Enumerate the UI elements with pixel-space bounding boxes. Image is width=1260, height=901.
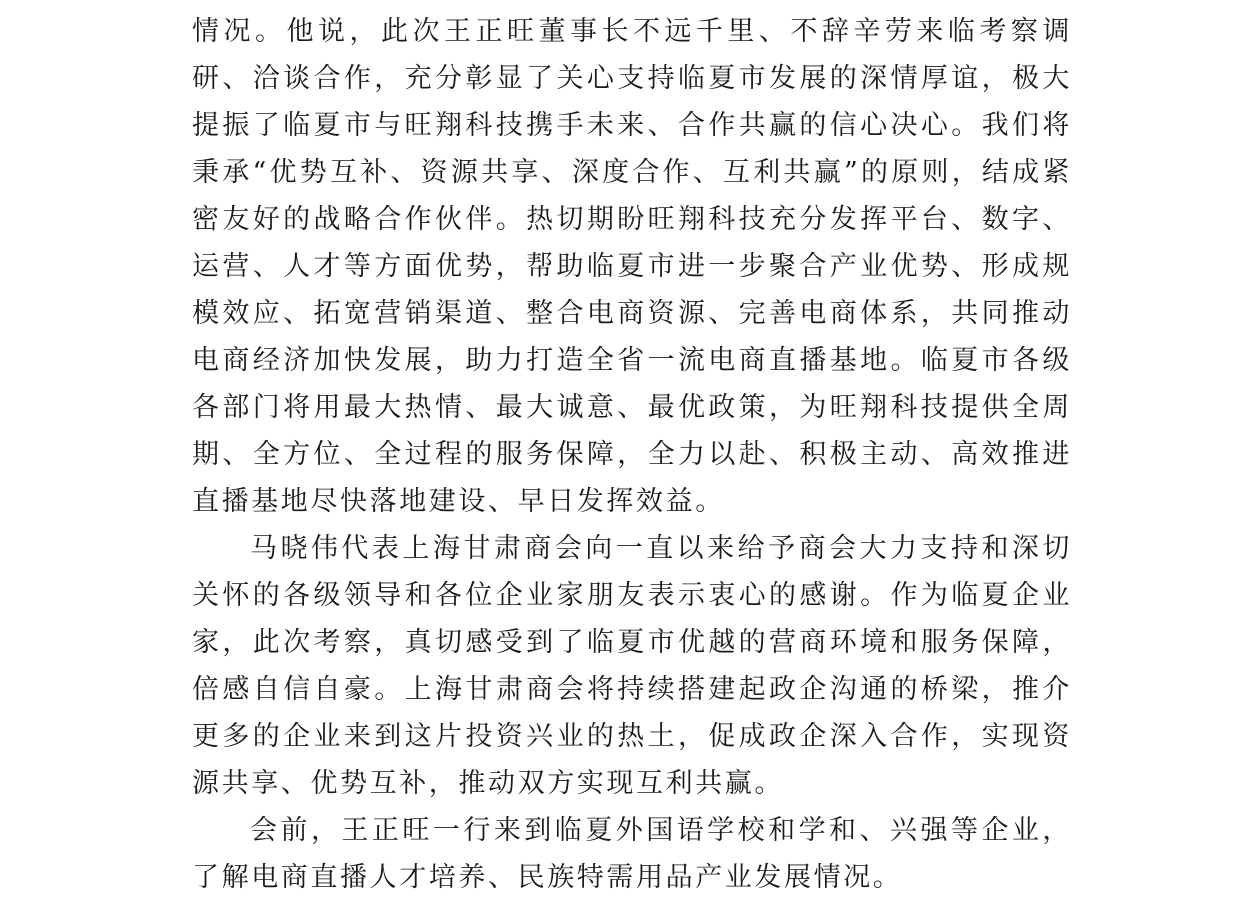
paragraph-ma-xiaowei: 马晓伟代表上海甘肃商会向一直以来给予商会大力支持和深切关怀的各级领导和各位企业家朋友表示衷心的感谢。作为临夏企业家，此次考察，真切感受到了临夏市优越的营商环境和服务保障，倍感自信自豪。上海甘肃商会将持续搭建起政企沟通的桥梁，推介更多的企业来到这片投资兴业的热土，促成政企深入合作，实现资源共享、优势互补，推动双方实现互利共赢。 — [192, 533, 1072, 799]
paragraph-continuation: 情况。他说，此次王正旺董事长不远千里、不辞辛劳来临考察调研、洽谈合作，充分彰显了关心支持临夏市发展的深情厚谊，极大提振了临夏市与旺翔科技携手未来、合作共赢的信心决心。我们将秉承“优势互补、资源共享、深度合作、互利共赢”的原则，结成紧密友好的战略合作伙伴。热切期盼旺翔科技充分发挥平台、数字、运营、人才等方面优势，帮助临夏市进一步聚合产业优势、形成规模效应、拓宽营销渠道、整合电商资源、完善电商体系，共同推动电商经济加快发展，助力打造全省一流电商直播基地。临夏市各级各部门将用最大热情、最大诚意、最优政策，为旺翔科技提供全周期、全方位、全过程的服务保障，全力以赴、积极主动、高效推进直播基地尽快落地建设、早日发挥效益。 — [192, 16, 1072, 517]
paragraph-pre-meeting-visit: 会前，王正旺一行来到临夏外国语学校和学和、兴强等企业，了解电商直播人才培养、民族特需用品产业发展情况。 — [192, 815, 1072, 893]
article-body — [192, 8, 1072, 901]
